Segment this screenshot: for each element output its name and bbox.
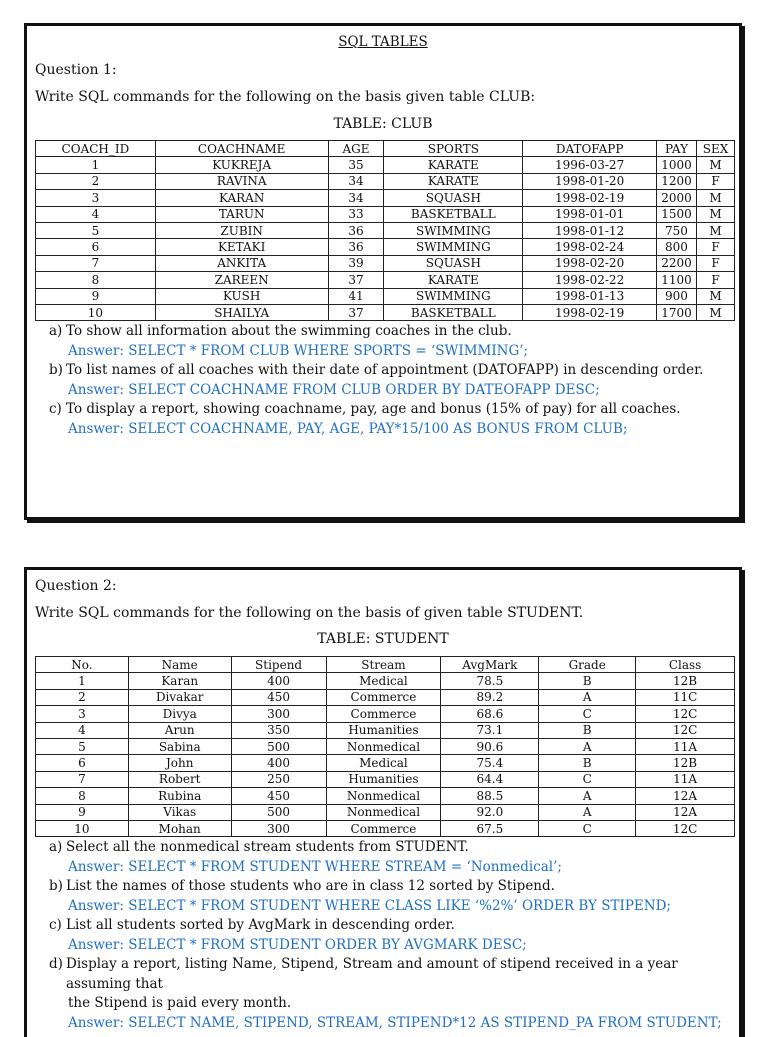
table-cell: 300 [231,820,326,836]
student-table [35,656,735,837]
table-cell: 1998-01-13 [523,288,657,304]
table-cell: ZAREEN [155,272,328,288]
column-header: SPORTS [384,141,523,157]
question-label: a) [49,839,63,855]
table-cell: 37 [328,304,384,320]
table-cell: 8 [36,272,156,288]
table-cell: M [696,190,734,206]
question-1-intro: Write SQL commands for the following on the basis given table CLUB: [35,89,536,105]
column-header: PAY [657,141,697,157]
table-cell: KUKREJA [155,157,328,173]
table-cell: 75.4 [441,755,539,771]
table-row [36,689,735,705]
table-cell: TARUN [155,206,328,222]
table-cell: 90.6 [441,738,539,754]
table-cell: Humanities [326,722,441,738]
table-cell: 350 [231,722,326,738]
table-cell: 4 [36,722,129,738]
table-row [36,820,735,836]
table-cell: 3 [36,190,156,206]
table-cell: 900 [657,288,697,304]
table-cell: SWIMMING [384,222,523,238]
table-cell: 450 [231,689,326,705]
question-text: To display a report, showing coachname, pay, age and bonus (15% of pay) for all coaches. [66,401,681,417]
table-cell: F [696,239,734,255]
question-text: Select all the nonmedical stream students from STUDENT. [66,839,469,855]
answer-text: Answer: SELECT COACHNAME, PAY, AGE, PAY*15/100 AS BONUS FROM CLUB; [68,420,628,437]
table-cell: 5 [36,222,156,238]
table-cell: KARATE [384,272,523,288]
table-header-row [36,141,735,157]
table-cell: Divakar [128,689,231,705]
question-1-heading: Question 1: [35,62,117,78]
table-cell: 2 [36,173,156,189]
table-cell: Vikas [128,804,231,820]
table-row [36,190,735,206]
column-header: COACHNAME [155,141,328,157]
table-cell: 750 [657,222,697,238]
table-cell: M [696,288,734,304]
table-cell: Nonmedical [326,738,441,754]
table-cell: A [539,689,636,705]
answer-text: Answer: SELECT * FROM STUDENT WHERE CLASS LIKE ‘%2%’ ORDER BY STIPEND; [68,897,671,914]
table-cell: 300 [231,706,326,722]
table-cell: Commerce [326,706,441,722]
table-cell: M [696,304,734,320]
table-cell: B [539,755,636,771]
table-cell: 36 [328,239,384,255]
table-cell: BASKETBALL [384,206,523,222]
table-cell: 1200 [657,173,697,189]
table-row [36,706,735,722]
table-cell: M [696,157,734,173]
table-cell: 34 [328,173,384,189]
table-row [36,157,735,173]
table-cell: M [696,206,734,222]
question-item [49,361,735,381]
table-cell: KARATE [384,173,523,189]
table-cell: 500 [231,738,326,754]
table-cell: 1998-02-22 [523,272,657,288]
document-page-1 [24,23,742,520]
table-cell: Humanities [326,771,441,787]
table-cell: 6 [36,239,156,255]
table-row [36,722,735,738]
table-cell: 1998-01-12 [523,222,657,238]
question-text-continued: the Stipend is paid every month. [68,995,292,1011]
table-cell: 12A [636,804,735,820]
answer-text: Answer: SELECT * FROM STUDENT WHERE STREAM = ‘Nonmedical’; [68,858,562,875]
table-cell: 92.0 [441,804,539,820]
table-cell: 89.2 [441,689,539,705]
column-header: Grade [539,657,636,673]
table-cell: 5 [36,738,129,754]
table-cell: KUSH [155,288,328,304]
table-cell: 400 [231,755,326,771]
question-item [49,916,735,936]
table-row [36,222,735,238]
table-row [36,804,735,820]
club-table [35,140,735,321]
column-header: Stream [326,657,441,673]
question-label: a) [49,323,63,339]
table-cell: 9 [36,804,129,820]
table-cell: 1500 [657,206,697,222]
table-cell: A [539,788,636,804]
table-cell: Sabina [128,738,231,754]
table-cell: 34 [328,190,384,206]
column-header: COACH_ID [36,141,156,157]
table-row [36,738,735,754]
question-item [49,322,735,342]
club-table-caption: TABLE: CLUB [333,116,433,132]
table-cell: 12B [636,673,735,689]
table-cell: SWIMMING [384,288,523,304]
table-cell: Medical [326,755,441,771]
table-cell: 39 [328,255,384,271]
table-cell: Divya [128,706,231,722]
table-cell: 12B [636,755,735,771]
question-text: Display a report, listing Name, Stipend, Stream and amount of stipend received in a year assuming that [66,956,678,992]
table-cell: 10 [36,304,156,320]
page-title: SQL TABLES [338,34,428,50]
table-cell: KARATE [384,157,523,173]
table-row [36,673,735,689]
table-cell: 8 [36,788,129,804]
table-cell: Commerce [326,820,441,836]
table-cell: M [696,222,734,238]
table-cell: 37 [328,272,384,288]
table-cell: C [539,771,636,787]
table-cell: 1996-03-27 [523,157,657,173]
table-cell: 41 [328,288,384,304]
question-label: d) [49,956,63,972]
table-cell: BASKETBALL [384,304,523,320]
table-cell: 33 [328,206,384,222]
table-cell: 78.5 [441,673,539,689]
table-cell: 500 [231,804,326,820]
table-cell: 1998-01-01 [523,206,657,222]
table-cell: 1998-02-24 [523,239,657,255]
table-cell: SWIMMING [384,239,523,255]
table-cell: RAVINA [155,173,328,189]
column-header: SEX [696,141,734,157]
table-cell: KARAN [155,190,328,206]
table-cell: 68.6 [441,706,539,722]
table-cell: Robert [128,771,231,787]
question-item [49,955,735,994]
table-row [36,755,735,771]
table-cell: 11C [636,689,735,705]
column-header: No. [36,657,129,673]
table-header-row [36,657,735,673]
table-cell: 12A [636,788,735,804]
table-row [36,771,735,787]
table-cell: 11A [636,771,735,787]
table-cell: 1700 [657,304,697,320]
table-cell: 12C [636,820,735,836]
table-cell: 10 [36,820,129,836]
column-header: DATOFAPP [523,141,657,157]
question-text: To list names of all coaches with their date of appointment (DATOFAPP) in descending order. [66,362,704,378]
question-label: b) [49,878,63,894]
table-cell: F [696,255,734,271]
table-cell: 88.5 [441,788,539,804]
table-cell: 2200 [657,255,697,271]
table-cell: ANKITA [155,255,328,271]
table-cell: John [128,755,231,771]
table-cell: 1000 [657,157,697,173]
table-cell: Commerce [326,689,441,705]
table-cell: 1998-02-19 [523,304,657,320]
question-label: c) [49,917,62,933]
student-table-caption: TABLE: STUDENT [317,631,449,647]
answer-text: Answer: SELECT COACHNAME FROM CLUB ORDER BY DATEOFAPP DESC; [68,381,600,398]
document-page-2 [24,567,742,1037]
table-cell: B [539,722,636,738]
table-cell: 1998-02-19 [523,190,657,206]
table-cell: Nonmedical [326,804,441,820]
table-cell: Rubina [128,788,231,804]
table-row [36,239,735,255]
table-cell: 400 [231,673,326,689]
table-cell: C [539,706,636,722]
table-cell: 12C [636,722,735,738]
table-cell: 1998-01-20 [523,173,657,189]
table-cell: Karan [128,673,231,689]
column-header: Stipend [231,657,326,673]
table-cell: 2 [36,689,129,705]
table-cell: B [539,673,636,689]
table-cell: 2000 [657,190,697,206]
table-cell: 12C [636,706,735,722]
table-cell: 35 [328,157,384,173]
column-header: AGE [328,141,384,157]
table-cell: 4 [36,206,156,222]
table-cell: Mohan [128,820,231,836]
question-label: c) [49,401,62,417]
question-text: To show all information about the swimming coaches in the club. [66,323,512,339]
table-cell: A [539,804,636,820]
table-row [36,304,735,320]
table-row [36,173,735,189]
table-row [36,788,735,804]
table-cell: ZUBIN [155,222,328,238]
table-row [36,206,735,222]
table-cell: Medical [326,673,441,689]
question-2-parts [49,838,735,1033]
table-cell: F [696,173,734,189]
column-header: Class [636,657,735,673]
question-item [49,877,735,897]
table-cell: 1998-02-20 [523,255,657,271]
table-cell: SQUASH [384,190,523,206]
table-cell: KETAKI [155,239,328,255]
table-cell: 9 [36,288,156,304]
table-cell: C [539,820,636,836]
table-cell: Nonmedical [326,788,441,804]
table-cell: 67.5 [441,820,539,836]
question-2-heading: Question 2: [35,578,117,594]
table-cell: 1 [36,673,129,689]
table-cell: SQUASH [384,255,523,271]
answer-text: Answer: SELECT NAME, STIPEND, STREAM, STIPEND*12 AS STIPEND_PA FROM STUDENT; [68,1014,722,1031]
answer-text: Answer: SELECT * FROM CLUB WHERE SPORTS = ‘SWIMMING’; [68,342,529,359]
column-header: Name [128,657,231,673]
table-cell: Arun [128,722,231,738]
question-label: b) [49,362,63,378]
question-text: List all students sorted by AvgMark in descending order. [66,917,455,933]
table-cell: A [539,738,636,754]
table-cell: 36 [328,222,384,238]
question-item [49,400,735,420]
answer-text: Answer: SELECT * FROM STUDENT ORDER BY AVGMARK DESC; [68,936,527,953]
column-header: AvgMark [441,657,539,673]
table-cell: 450 [231,788,326,804]
table-cell: F [696,272,734,288]
table-cell: 800 [657,239,697,255]
table-row [36,288,735,304]
table-row [36,255,735,271]
table-cell: 250 [231,771,326,787]
table-cell: 64.4 [441,771,539,787]
table-cell: 73.1 [441,722,539,738]
table-row [36,272,735,288]
question-1-parts [49,322,735,439]
question-item [49,838,735,858]
table-cell: 11A [636,738,735,754]
table-cell: 6 [36,755,129,771]
question-text: List the names of those students who are in class 12 sorted by Stipend. [66,878,555,894]
table-cell: 1 [36,157,156,173]
question-2-intro: Write SQL commands for the following on the basis of given table STUDENT. [35,605,584,621]
table-cell: 3 [36,706,129,722]
table-cell: 7 [36,255,156,271]
table-cell: 1100 [657,272,697,288]
table-cell: SHAILYA [155,304,328,320]
table-cell: 7 [36,771,129,787]
